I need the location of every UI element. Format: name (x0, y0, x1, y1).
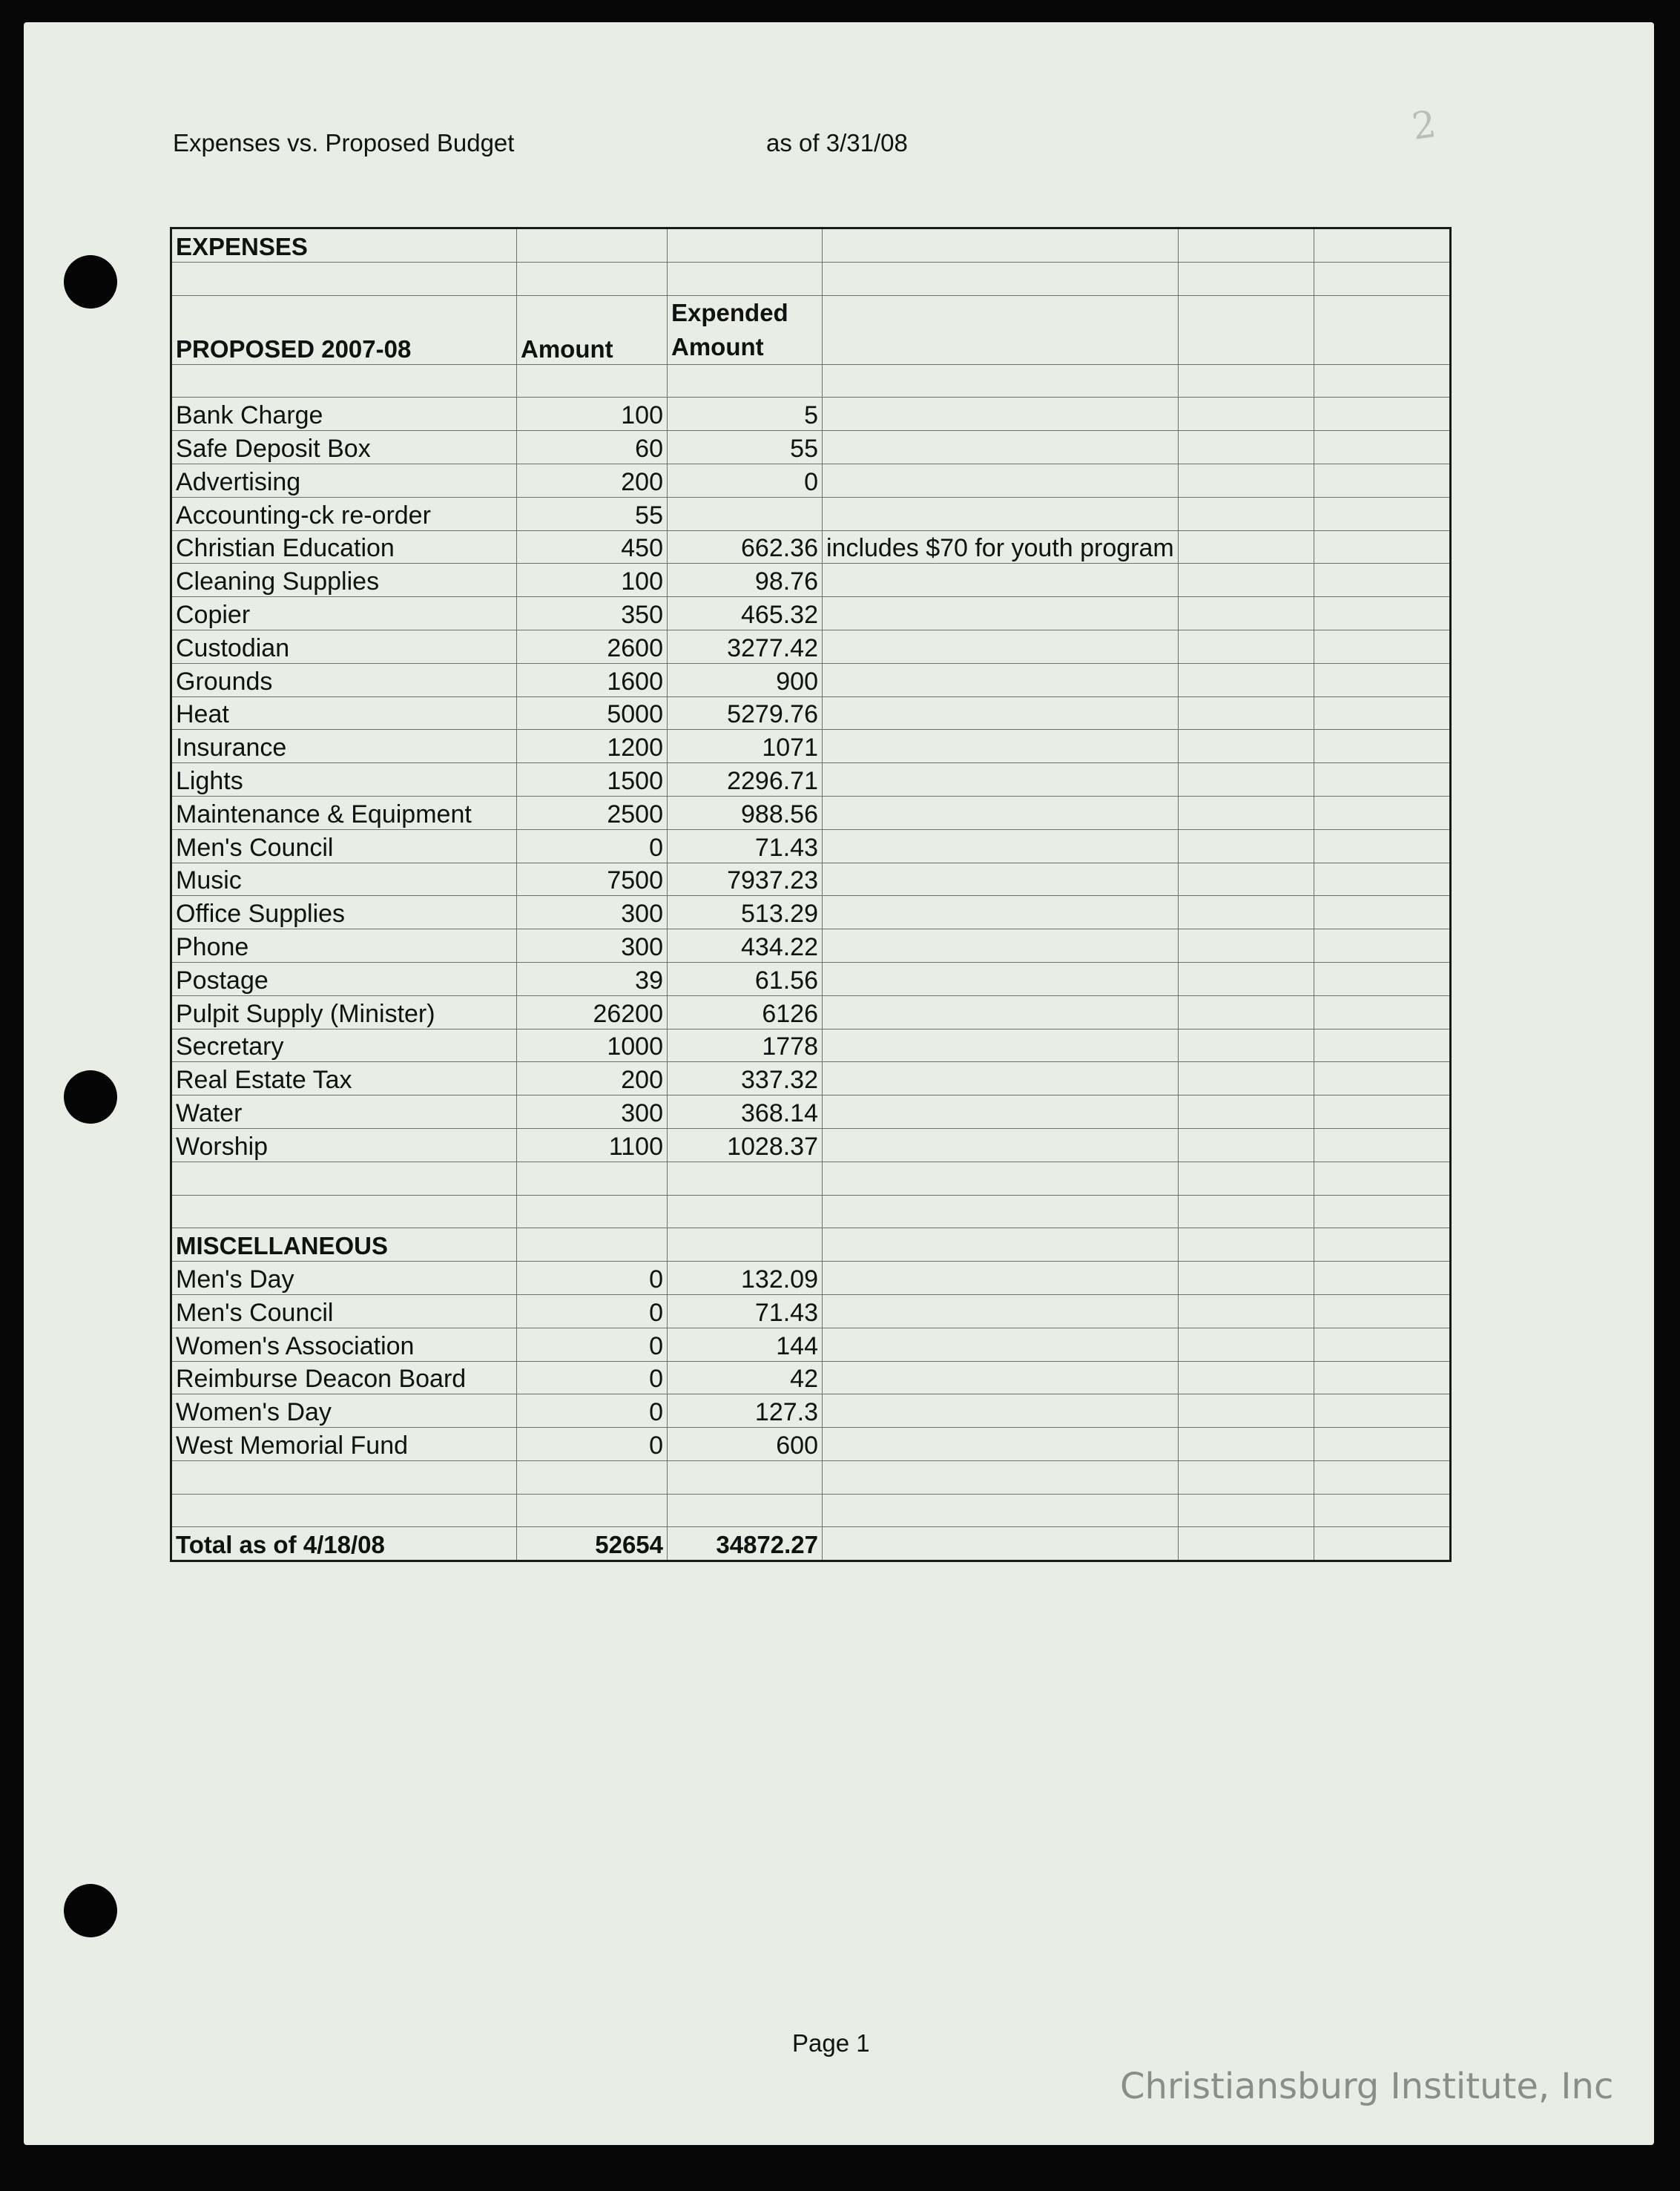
section-title: EXPENSES (171, 228, 517, 263)
misc-title-row (171, 1228, 1451, 1262)
budget-amount: 7500 (517, 863, 668, 896)
as-of-date: as of 3/31/08 (766, 129, 908, 156)
budget-amount: 0 (517, 1428, 668, 1461)
expended-amount: 662.36 (668, 530, 823, 564)
line-item-name: Worship (171, 1128, 517, 1162)
table-row (171, 431, 1451, 464)
budget-amount: 350 (517, 597, 668, 630)
line-item-name: Grounds (171, 663, 517, 696)
line-item-note (823, 829, 1179, 863)
expended-amount (668, 497, 823, 530)
budget-amount: 2600 (517, 630, 668, 663)
expended-amount: 1071 (668, 730, 823, 763)
line-item-note (823, 497, 1179, 530)
budget-amount: 450 (517, 530, 668, 564)
expended-amount: 127.3 (668, 1394, 823, 1428)
total-amount: 52654 (517, 1527, 668, 1561)
table-row (171, 896, 1451, 929)
line-item-note (823, 1096, 1179, 1129)
binder-hole-top (64, 255, 117, 309)
line-item-name: Advertising (171, 464, 517, 497)
expended-amount: 3277.42 (668, 630, 823, 663)
blank-row (171, 1162, 1451, 1195)
line-item-name: Lights (171, 763, 517, 797)
budget-amount: 0 (517, 1361, 668, 1394)
binder-hole-middle (64, 1070, 117, 1124)
line-item-name: Water (171, 1096, 517, 1129)
line-item-name: Maintenance & Equipment (171, 796, 517, 829)
budget-amount: 1000 (517, 1029, 668, 1062)
expended-amount: 6126 (668, 995, 823, 1029)
table-row (171, 696, 1451, 730)
column-header-row (171, 295, 1451, 364)
expended-amount: 1778 (668, 1029, 823, 1062)
expended-amount: 71.43 (668, 1294, 823, 1328)
budget-amount: 200 (517, 464, 668, 497)
line-item-note (823, 1062, 1179, 1096)
expended-amount: 7937.23 (668, 863, 823, 896)
budget-amount: 1600 (517, 663, 668, 696)
line-item-note (823, 763, 1179, 797)
document-title: Expenses vs. Proposed Budget (173, 129, 515, 156)
table-row (171, 1394, 1451, 1428)
line-item-name: Cleaning Supplies (171, 564, 517, 597)
line-item-note (823, 962, 1179, 995)
table-row (171, 398, 1451, 431)
budget-amount: 60 (517, 431, 668, 464)
table-row (171, 663, 1451, 696)
table-row (171, 1029, 1451, 1062)
line-item-note: includes $70 for youth program (823, 530, 1179, 564)
misc-section-title: MISCELLANEOUS (171, 1228, 517, 1262)
line-item-name: Custodian (171, 630, 517, 663)
line-item-name: Men's Council (171, 1294, 517, 1328)
expended-amount: 337.32 (668, 1062, 823, 1096)
line-item-name: Real Estate Tax (171, 1062, 517, 1096)
table-row (171, 1328, 1451, 1361)
budget-amount: 26200 (517, 995, 668, 1029)
line-item-note (823, 630, 1179, 663)
header-label: PROPOSED 2007-08 (171, 295, 517, 364)
line-item-name: Secretary (171, 1029, 517, 1062)
expended-amount: 465.32 (668, 597, 823, 630)
expended-amount: 132.09 (668, 1262, 823, 1295)
expended-amount: 5 (668, 398, 823, 431)
expended-amount: 434.22 (668, 929, 823, 963)
budget-amount: 0 (517, 1328, 668, 1361)
line-item-note (823, 995, 1179, 1029)
total-label: Total as of 4/18/08 (171, 1527, 517, 1561)
line-item-name: Women's Association (171, 1328, 517, 1361)
header-expended-line2: Amount (671, 332, 764, 360)
budget-table-body (171, 228, 1451, 1561)
expended-amount: 144 (668, 1328, 823, 1361)
blank-row (171, 1460, 1451, 1494)
line-item-name: Copier (171, 597, 517, 630)
table-row (171, 863, 1451, 896)
watermark: Christiansburg Institute, Inc (1120, 2066, 1614, 2107)
header-expended-line1: Expended (671, 298, 788, 326)
line-item-note (823, 1128, 1179, 1162)
total-expended: 34872.27 (668, 1527, 823, 1561)
line-item-note (823, 863, 1179, 896)
total-row (171, 1527, 1451, 1561)
line-item-name: Insurance (171, 730, 517, 763)
budget-amount: 5000 (517, 696, 668, 730)
budget-amount: 0 (517, 1294, 668, 1328)
header-amount: Amount (517, 295, 668, 364)
table-row (171, 530, 1451, 564)
blank-row (171, 262, 1451, 295)
expended-amount: 2296.71 (668, 763, 823, 797)
table-row (171, 464, 1451, 497)
expended-amount: 368.14 (668, 1096, 823, 1129)
budget-amount: 300 (517, 929, 668, 963)
table-row (171, 630, 1451, 663)
line-item-note (823, 663, 1179, 696)
line-item-note (823, 929, 1179, 963)
budget-amount: 300 (517, 1096, 668, 1129)
expended-amount: 600 (668, 1428, 823, 1461)
table-row (171, 1428, 1451, 1461)
line-item-note (823, 1029, 1179, 1062)
budget-amount: 39 (517, 962, 668, 995)
line-item-note (823, 696, 1179, 730)
pencil-mark: 2 (1409, 102, 1439, 148)
table-row (171, 1361, 1451, 1394)
expended-amount: 988.56 (668, 796, 823, 829)
line-item-name: Men's Council (171, 829, 517, 863)
budget-amount: 1100 (517, 1128, 668, 1162)
line-item-note (823, 730, 1179, 763)
table-row (171, 1294, 1451, 1328)
line-item-name: Men's Day (171, 1262, 517, 1295)
table-row (171, 929, 1451, 963)
line-item-note (823, 796, 1179, 829)
expended-amount: 71.43 (668, 829, 823, 863)
line-item-name: Music (171, 863, 517, 896)
budget-amount: 100 (517, 564, 668, 597)
budget-amount: 0 (517, 1394, 668, 1428)
budget-amount: 1200 (517, 730, 668, 763)
expended-amount: 61.56 (668, 962, 823, 995)
blank-row (171, 1494, 1451, 1527)
table-row (171, 597, 1451, 630)
line-item-note (823, 464, 1179, 497)
table-row (171, 497, 1451, 530)
line-item-note (823, 896, 1179, 929)
budget-amount: 300 (517, 896, 668, 929)
table-row (171, 1128, 1451, 1162)
section-title-row (171, 228, 1451, 263)
expended-amount: 900 (668, 663, 823, 696)
line-item-name: Reimburse Deacon Board (171, 1361, 517, 1394)
blank-row (171, 364, 1451, 398)
line-item-name: Christian Education (171, 530, 517, 564)
expended-amount: 1028.37 (668, 1128, 823, 1162)
binder-hole-bottom (64, 1884, 117, 1937)
expended-amount: 0 (668, 464, 823, 497)
table-row (171, 962, 1451, 995)
line-item-name: Office Supplies (171, 896, 517, 929)
page-number: Page 1 (792, 2029, 870, 2057)
expended-amount: 513.29 (668, 896, 823, 929)
line-item-name: Heat (171, 696, 517, 730)
budget-amount: 55 (517, 497, 668, 530)
table-row (171, 1262, 1451, 1295)
table-row (171, 763, 1451, 797)
table-row (171, 829, 1451, 863)
budget-table (170, 227, 1452, 1562)
line-item-note (823, 564, 1179, 597)
line-item-note (823, 398, 1179, 431)
expended-amount: 55 (668, 431, 823, 464)
line-item-note (823, 431, 1179, 464)
line-item-name: Phone (171, 929, 517, 963)
table-row (171, 796, 1451, 829)
budget-amount: 100 (517, 398, 668, 431)
line-item-name: Safe Deposit Box (171, 431, 517, 464)
table-row (171, 1096, 1451, 1129)
expended-amount: 5279.76 (668, 696, 823, 730)
line-item-name: Bank Charge (171, 398, 517, 431)
table-row (171, 730, 1451, 763)
expended-amount: 98.76 (668, 564, 823, 597)
table-row (171, 995, 1451, 1029)
budget-amount: 0 (517, 829, 668, 863)
line-item-name: West Memorial Fund (171, 1428, 517, 1461)
budget-amount: 2500 (517, 796, 668, 829)
budget-amount: 1500 (517, 763, 668, 797)
line-item-note (823, 597, 1179, 630)
expended-amount: 42 (668, 1361, 823, 1394)
table-row (171, 1062, 1451, 1096)
line-item-name: Postage (171, 962, 517, 995)
line-item-name: Pulpit Supply (Minister) (171, 995, 517, 1029)
blank-row (171, 1195, 1451, 1228)
line-item-name: Accounting-ck re-order (171, 497, 517, 530)
budget-amount: 200 (517, 1062, 668, 1096)
line-item-name: Women's Day (171, 1394, 517, 1428)
budget-amount: 0 (517, 1262, 668, 1295)
header-expended (668, 295, 823, 364)
table-row (171, 564, 1451, 597)
